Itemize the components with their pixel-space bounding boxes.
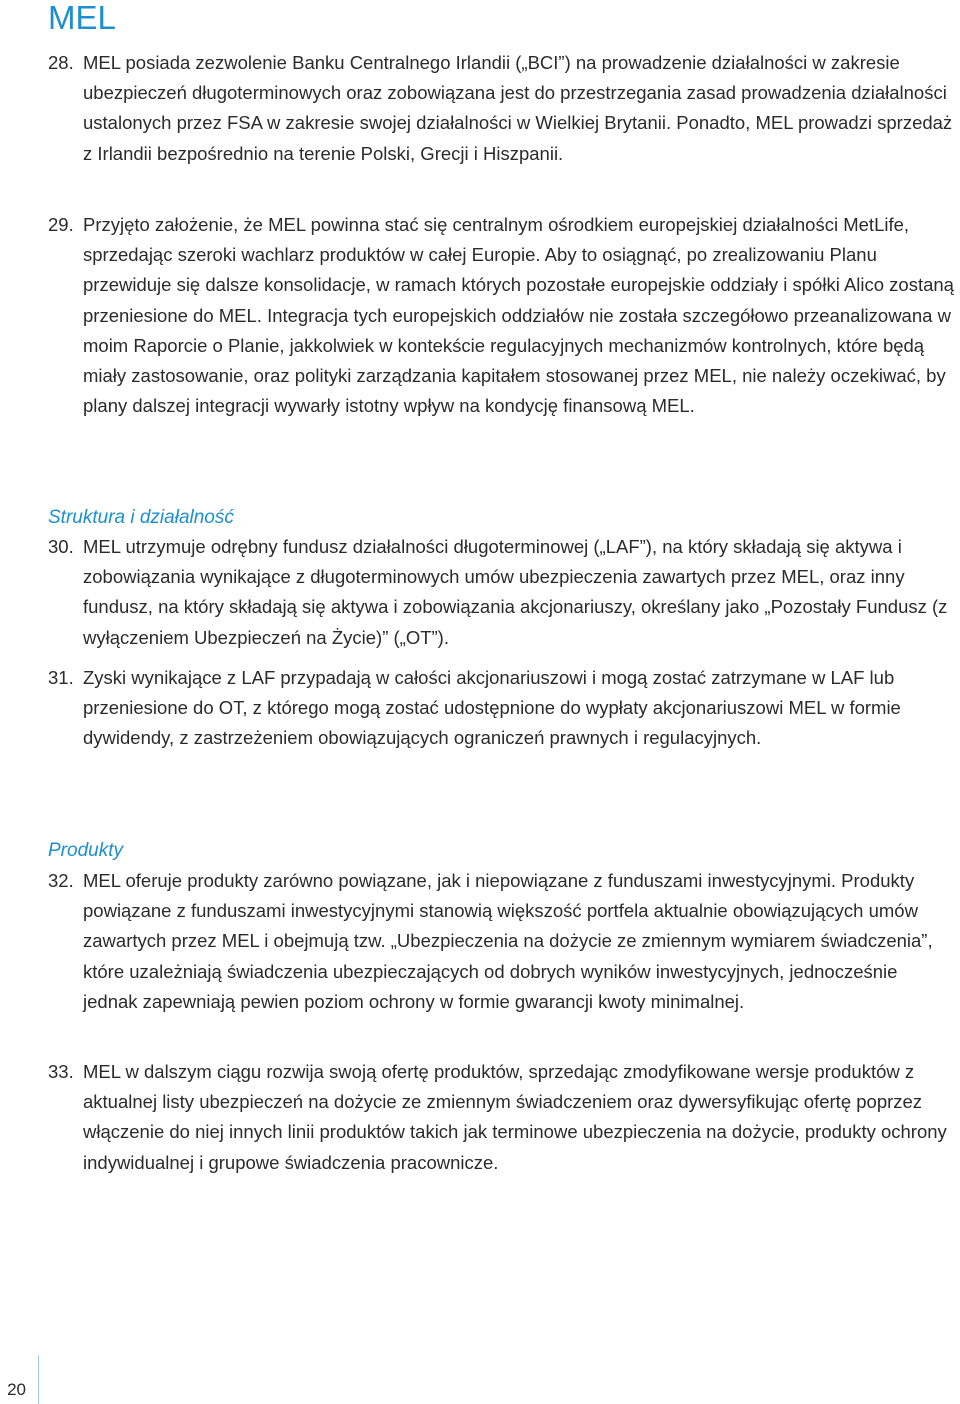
page-number: 20 [7,1380,26,1399]
page-margin-rule [38,1355,39,1404]
paragraph-32 [48,866,954,1017]
paragraph-number: 31. [48,667,74,688]
paragraph-text: MEL posiada zezwolenie Banku Centralnego Irlandii („BCI”) na prowadzenie działalności w zakresie ubezpieczeń długoterminowych oraz zobowiązana jest do przestrzegania zasad prowadzenia działalności ustalonych przez FSA w zakresie swojej działalności w Wielkiej Brytanii. Ponadto, MEL prowadzi sprzedaż z Irlandii bezpośrednio na terenie Polski, Grecji i Hiszpanii. [83,52,953,164]
paragraph-33 [48,1057,954,1178]
paragraph-text: Zyski wynikające z LAF przypadają w całości akcjonariuszowi i mogą zostać zatrzymane w LAF lub przeniesione do OT, z którego mogą zostać udostępnione do wypłaty akcjonariuszowi MEL w formie dywidendy, z zastrzeżeniem obowiązujących ograniczeń prawnych i regulacyjnych. [83,667,901,749]
paragraph-number: 33. [48,1061,74,1082]
paragraph-text: MEL oferuje produkty zarówno powiązane, jak i niepowiązane z funduszami inwestycyjnymi. Produkty powiązane z funduszami inwestycyjnymi stanowią większość portfela aktualnie obowiązujących umów zawartych przez MEL i obejmują tzw. „Ubezpieczenia na dożycie ze zmiennym wymiarem świadczenia”, które uzależniają świadczenia ubezpieczających od dobrych wyników inwestycyjnych, jednocześnie jednak zapewniają pewien poziom ochrony w formie gwarancji kwoty minimalnej. [83,870,933,1012]
paragraph-28 [48,48,954,169]
section-heading-structure: Struktura i działalność [48,507,234,528]
paragraph-number: 28. [48,52,74,73]
paragraph-text: Przyjęto założenie, że MEL powinna stać się centralnym ośrodkiem europejskiej działalności MetLife, sprzedając szeroki wachlarz produktów w całej Europie. Aby to osiągnąć, po zrealizowaniu Planu przewiduje się dalsze konsolidacje, w ramach których pozostałe europejskie oddziały i spółki Alico zostaną przeniesione do MEL. Integracja tych europejskich oddziałów nie została szczegółowo przeanalizowana w moim Raporcie o Planie, jakkolwiek w kontekście regulacyjnych mechanizmów kontrolnych, które będą miały zastosowanie, oraz polityki zarządzania kapitałem stosowanej przez MEL, nie należy oczekiwać, by plany dalszej integracji wywarły istotny wpływ na kondycję finansową MEL. [83,214,954,417]
paragraph-31 [48,663,954,754]
paragraph-number: 32. [48,870,74,891]
paragraph-number: 29. [48,214,74,235]
paragraph-30 [48,532,954,653]
paragraph-29 [48,210,954,421]
page-title: MEL [48,0,116,36]
section-heading-products: Produkty [48,840,123,861]
paragraph-text: MEL w dalszym ciągu rozwija swoją ofertę produktów, sprzedając zmodyfikowane wersje produktów z aktualnej listy ubezpieczeń na dożycie ze zmiennym świadczeniem oraz dywersyfikując ofertę poprzez włączenie do niej innych linii produktów takich jak terminowe ubezpieczenia na dożycie, produkty ochrony indywidualnej i grupowe świadczenia pracownicze. [83,1061,947,1173]
paragraph-text: MEL utrzymuje odrębny fundusz działalności długoterminowej („LAF”), na który składają się aktywa i zobowiązania wynikające z długoterminowych umów ubezpieczenia zawartych przez MEL, oraz inny fundusz, na który składają się aktywa i zobowiązania akcjonariuszy, określany jako „Pozostały Fundusz (z wyłączeniem Ubezpieczeń na Życie)” („OT”). [83,536,948,648]
paragraph-number: 30. [48,536,74,557]
